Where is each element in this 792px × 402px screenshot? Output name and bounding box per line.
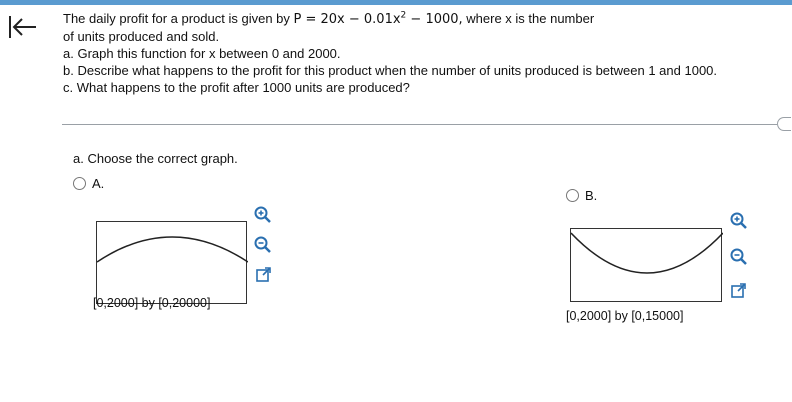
divider-handle[interactable] — [777, 117, 791, 131]
popout-icon — [254, 265, 274, 285]
option-a-zoom-out-button[interactable] — [253, 235, 273, 255]
question-intro-suffix: where x is the number — [466, 11, 595, 26]
question-text — [63, 10, 783, 96]
option-b-radio[interactable] — [566, 189, 579, 202]
option-a-caption: [0,2000] by [0,20000] — [93, 296, 211, 310]
option-a-graph — [96, 221, 247, 304]
question-part-b: b. Describe what happens to the profit for this product when the number of units produced is between 1 and 1000. — [63, 63, 718, 78]
option-a-graph-svg — [97, 222, 248, 305]
option-b-zoom-out-button[interactable] — [729, 247, 749, 267]
option-a-label: A. — [92, 176, 105, 191]
question-intro: The daily profit for a product is given by — [63, 11, 290, 26]
option-a-radio[interactable] — [73, 177, 86, 190]
back-arrow-icon — [6, 12, 38, 42]
equation-part-b: − 1000, — [406, 12, 463, 27]
option-a-zoom-in-button[interactable] — [253, 205, 273, 225]
option-b-graph — [570, 228, 722, 302]
option-b-graph-svg — [571, 229, 723, 303]
option-b-label: B. — [585, 188, 598, 203]
top-accent-bar — [0, 0, 792, 5]
zoom-out-icon — [729, 247, 749, 267]
equation-exponent: 2 — [400, 10, 407, 21]
option-b-caption: [0,2000] by [0,15000] — [566, 309, 684, 323]
profit-equation — [294, 12, 463, 27]
option-a[interactable] — [73, 176, 104, 191]
question-line-1 — [63, 10, 783, 28]
question-line-2: of units produced and sold. — [63, 29, 220, 44]
back-button[interactable] — [6, 12, 38, 42]
option-b[interactable] — [566, 188, 597, 203]
question-part-a: a. Graph this function for x between 0 and 2000. — [63, 46, 341, 61]
zoom-out-icon — [253, 235, 273, 255]
question-part-c: c. What happens to the profit after 1000 units are produced? — [63, 80, 410, 95]
option-b-popout-button[interactable] — [729, 281, 749, 301]
option-b-curve — [571, 233, 723, 273]
option-a-popout-button[interactable] — [254, 265, 274, 285]
section-divider — [62, 124, 777, 125]
popout-icon — [729, 281, 749, 301]
option-b-zoom-in-button[interactable] — [729, 211, 749, 231]
zoom-in-icon — [253, 205, 273, 225]
equation-part-a: P = 20x − 0.01x — [293, 12, 401, 27]
answer-prompt: a. Choose the correct graph. — [73, 151, 238, 166]
zoom-in-icon — [729, 211, 749, 231]
option-a-curve — [97, 237, 248, 262]
